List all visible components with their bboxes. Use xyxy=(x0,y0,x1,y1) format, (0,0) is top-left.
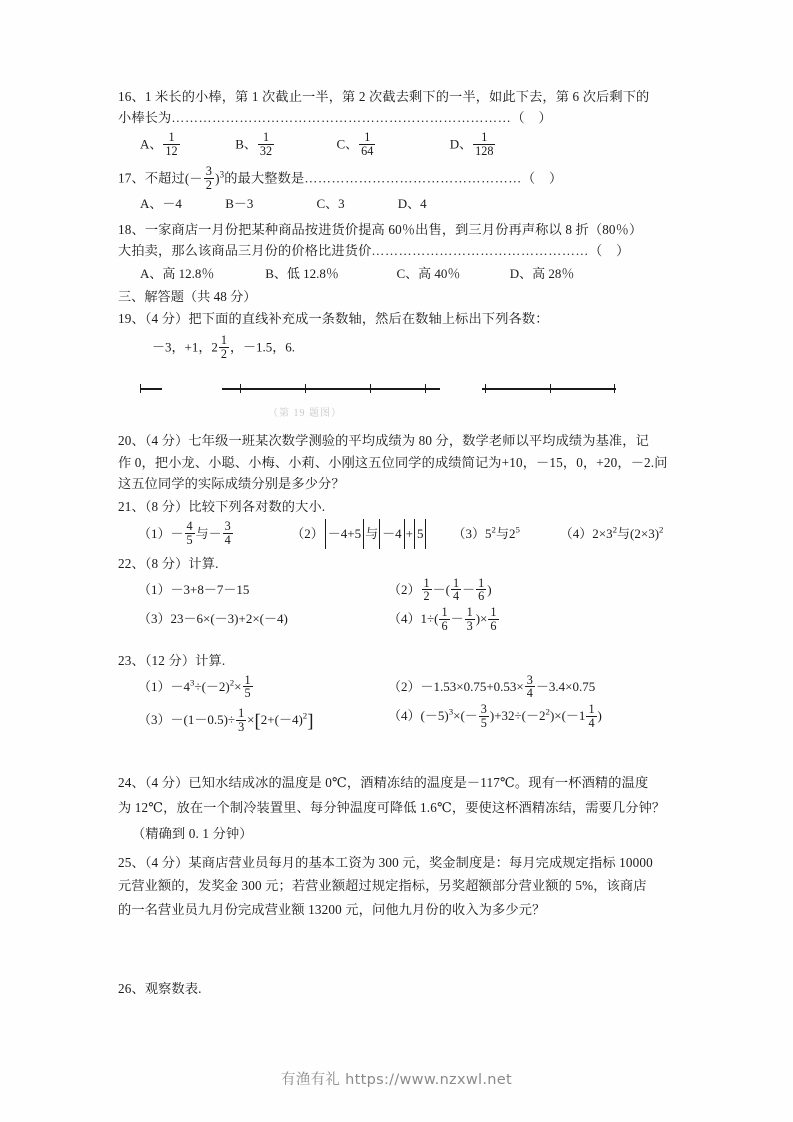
q23-part-1 xyxy=(138,672,388,701)
q22-part-1: （1）－3+8－7－15 xyxy=(138,582,250,598)
q21-p4-compare: 与 xyxy=(617,525,631,541)
q22-p2-close: ) xyxy=(487,582,492,598)
q20-line2: 作 0，把小龙、小聪、小梅、小莉、小刚这五位同学的成绩简记为+10，－15，0，+20，－2.问 xyxy=(118,454,668,470)
numerator: 3 xyxy=(224,519,231,534)
q23-p1-lead: －4 xyxy=(170,678,191,694)
q18-option-c[interactable]: C、高 40％ xyxy=(396,265,461,281)
q20-line1: 20、（4 分）七年级一班某次数学测验的平均成绩为 80 分，数学老师以平均成绩为基准，记 xyxy=(118,433,649,449)
q22-p4-lead: 1÷( xyxy=(420,611,439,627)
q17-exponent: 3 xyxy=(219,169,225,180)
q21-part-2-label: （2） xyxy=(291,525,324,541)
q21-part-4-label: （4） xyxy=(559,525,593,541)
q23-part-4-label: （4） xyxy=(388,708,421,724)
q16-options xyxy=(118,131,680,158)
numerator: 1 xyxy=(452,575,460,590)
q23-row-1 xyxy=(118,672,680,701)
q24-line2: 为 12℃，放在一个制冷装置里、每分钟温度可降低 1.6℃，要使这杯酒精冻结，需要几分钟？ xyxy=(118,800,666,816)
q22-p4-fraction-b xyxy=(465,606,475,633)
question-17 xyxy=(118,165,680,192)
q21-p4-left: 2×3 xyxy=(592,525,613,541)
question-20 xyxy=(118,430,680,494)
q17-prefix: 17、不超过 xyxy=(118,170,185,186)
q21-part-3-label: （3） xyxy=(452,525,486,541)
q21-p4-right: (2×3) xyxy=(630,525,660,541)
q21-part-4 xyxy=(560,519,664,549)
question-16 xyxy=(118,86,680,129)
q23-part-3-label: （3） xyxy=(138,712,171,728)
q16-option-b[interactable] xyxy=(235,131,333,158)
q18-line1: 18、一家商店一月份把某种商品按进货价提高 60％出售，到三月份再声称以 8 折（80％） xyxy=(118,221,643,237)
denominator: 64 xyxy=(361,143,374,158)
q21-p3-base-2: 2 xyxy=(508,525,516,541)
q18-leader: ………………………………………… xyxy=(371,243,590,259)
q18-line2: 大拍卖，那么该商品三月份的价格比进货价 xyxy=(118,243,372,259)
q21-p2-compare: 与 xyxy=(365,525,379,541)
q22-part-3: （3）23－6×(－3)+2×(－4) xyxy=(138,611,288,627)
q17-option-d[interactable]: D、4 xyxy=(397,196,427,212)
denominator: 12 xyxy=(165,143,178,158)
q16-option-a-fraction xyxy=(163,131,179,158)
q16-option-c-label: C、 xyxy=(336,136,359,152)
q17-paren-close: ) xyxy=(215,170,220,186)
q21-p4-right-exp: 2 xyxy=(659,524,664,535)
question-25 xyxy=(118,851,680,922)
q21-p1-fraction-a xyxy=(185,520,195,547)
axis-tick xyxy=(370,384,371,393)
denominator: 4 xyxy=(224,533,231,548)
q16-option-c-fraction xyxy=(359,131,375,158)
q19-mixed-fraction xyxy=(219,334,229,361)
denominator: 6 xyxy=(478,589,485,604)
q17-option-c[interactable]: C、3 xyxy=(316,196,345,212)
q16-option-b-fraction xyxy=(258,131,274,158)
denominator: 4 xyxy=(452,589,460,604)
q21-p1-fraction-b xyxy=(223,520,233,547)
q22-p4-fraction-a xyxy=(439,606,449,633)
q23-p4-exp-2: 2 xyxy=(545,706,550,717)
q17-options xyxy=(118,194,680,214)
q23-stem: 23、（12 分）计算. xyxy=(118,652,226,668)
q19-numbers xyxy=(118,334,680,361)
q19-numbers-post: ，－1.5，6. xyxy=(229,339,295,355)
q16-option-b-label: B、 xyxy=(235,136,257,152)
denominator: 2 xyxy=(205,178,213,193)
q18-options xyxy=(118,264,680,284)
q21-p3-exp-2: 5 xyxy=(515,524,520,535)
numerator: 1 xyxy=(423,575,430,590)
denominator: 3 xyxy=(466,618,473,633)
q22-p4-close: )× xyxy=(475,611,488,627)
denominator: 5 xyxy=(186,533,193,548)
denominator: 32 xyxy=(259,143,273,158)
q23-p4-close: ) xyxy=(597,708,602,724)
q17-fraction xyxy=(204,165,214,192)
q23-p3-inner: 2+(－4) xyxy=(260,712,303,728)
q23-part-1-label: （1） xyxy=(138,678,171,694)
denominator: 2 xyxy=(220,346,227,361)
q23-part-3 xyxy=(138,701,388,743)
q23-p1-exp-2: 2 xyxy=(229,677,235,688)
q23-part-4 xyxy=(388,701,680,743)
q25-line2: 元营业额的，发奖金 300 元；若营业额超过规定指标，另奖超额部分营业额的 5%，该商店 xyxy=(118,878,647,894)
numerator: 3 xyxy=(480,701,487,716)
q17-answer-blank: （ ） xyxy=(521,170,563,186)
q22-p2-fraction-a xyxy=(422,577,432,604)
q17-leader: ………………………………………… xyxy=(304,170,522,186)
numerator: 1 xyxy=(588,701,595,716)
section-3-heading: 三、解答题（共 48 分） xyxy=(118,289,257,305)
q18-option-d[interactable]: D、高 28％ xyxy=(509,265,575,281)
numerator: 1 xyxy=(466,604,473,619)
denominator: 5 xyxy=(480,715,487,730)
q21-p1-compare: 与－ xyxy=(195,525,222,541)
numerator: 1 xyxy=(244,672,251,687)
q21-part-1: （1）－ $\frac{4}{5}$ 与－ $\frac{3}{4}$ xyxy=(138,519,231,548)
numerator: 1 xyxy=(478,575,485,590)
q23-p4-mid-3: )×(－1 xyxy=(549,708,586,724)
numerator: 1 xyxy=(168,129,175,144)
question-26 xyxy=(118,978,680,999)
q23-p1-fraction xyxy=(243,674,253,701)
q22-part-2 xyxy=(388,575,680,604)
q16-stem-line1: 16、1 米长的小棒，第 1 次截止一半，第 2 次截去剩下的一半，如此下去，第 6 次后剩下的 xyxy=(118,89,650,104)
q24-line1: 24、（4 分）已知水结成冰的温度是 0℃，酒精冻结的温度是－117℃。现有一杯酒精的温度 xyxy=(118,774,649,790)
denominator: 6 xyxy=(490,618,497,633)
q23-p2-fraction xyxy=(525,674,535,701)
numerator: 1 xyxy=(238,705,245,720)
q18-option-a[interactable]: A、高 12.8％ xyxy=(140,265,215,281)
axis-tick xyxy=(485,384,486,393)
q22-part-4 xyxy=(388,604,680,633)
axis-tick xyxy=(305,384,306,393)
question-21 xyxy=(118,496,680,517)
numerator: 1 xyxy=(364,129,371,144)
q16-stem-line2: 小棒长为 xyxy=(118,110,172,126)
q23-p3-fraction xyxy=(236,707,246,734)
q23-p3-bracket-close: ] xyxy=(307,711,314,733)
question-18 xyxy=(118,219,680,262)
exam-content xyxy=(118,86,680,1001)
q21-p2-plus: + xyxy=(405,525,413,541)
q16-option-d-fraction xyxy=(473,131,495,158)
q17-option-b[interactable]: B－3 xyxy=(225,196,254,212)
q21-p2-abs-3: 5 xyxy=(414,519,427,549)
q19-figure-caption: （第 19 题图） xyxy=(268,408,342,420)
q23-part-2-label: （2） xyxy=(388,678,421,694)
q21-p2-abs-1: －4+5 xyxy=(325,519,364,549)
q23-p1-exp: 3 xyxy=(190,677,195,688)
q23-p4-mid: ×(－ xyxy=(453,708,478,724)
q17-suffix: 的最大整数是 xyxy=(224,170,305,186)
q22-row-1 xyxy=(118,575,680,604)
axis-tick xyxy=(240,384,241,393)
q21-part-2 xyxy=(291,519,449,549)
q22-part-4-label: （4） xyxy=(388,611,421,627)
q22-p4-minus: － xyxy=(450,611,464,627)
q23-p4-lead: (－5) xyxy=(420,708,449,724)
q23-p2-tail: －3.4×0.75 xyxy=(535,678,596,694)
q21-p4-left-exp: 2 xyxy=(612,524,618,535)
q22-p2-fraction-b xyxy=(451,577,461,604)
q23-p3-lead: －(1－0.5)÷ xyxy=(170,712,236,728)
q20-line3: 这五位同学的实际成绩分别是多少分？ xyxy=(118,476,345,492)
numerator: 1 xyxy=(481,129,488,144)
q19-number-line-figure xyxy=(118,374,680,430)
numerator: 3 xyxy=(205,164,213,179)
q23-p4-exp: 3 xyxy=(448,706,454,717)
q19-numbers-pre: －3，+1，2 xyxy=(152,339,218,355)
q16-option-a-label: A、 xyxy=(140,136,163,152)
question-19 xyxy=(118,308,680,329)
q23-p4-fraction-b xyxy=(586,703,596,730)
denominator: 4 xyxy=(588,715,595,730)
q16-option-c[interactable] xyxy=(337,131,447,158)
number-line-axis xyxy=(140,388,616,390)
q23-p3-bracket-open: [ xyxy=(254,711,261,733)
denominator: 2 xyxy=(423,589,430,604)
q21-parts xyxy=(118,519,680,549)
q22-row-2 xyxy=(118,604,680,633)
denominator: 6 xyxy=(441,618,448,633)
q26-stem: 26、观察数表. xyxy=(118,981,202,997)
q19-stem: 19、（4 分）把下面的直线补充成一条数轴，然后在数轴上标出下列各数： xyxy=(118,311,549,327)
numerator: 1 xyxy=(490,604,497,619)
denominator: 5 xyxy=(244,686,251,701)
q21-part-1-label: （1） xyxy=(138,525,171,541)
q22-stem: 22、（8 分）计算. xyxy=(118,555,219,571)
question-23 xyxy=(118,650,680,671)
q23-p1-times: × xyxy=(234,678,242,694)
q21-p3-base-1: 5 xyxy=(485,525,492,541)
numerator: 1 xyxy=(441,604,448,619)
q18-answer-blank: （ ） xyxy=(589,243,630,259)
q23-p4-mid-2: )+32÷(－2 xyxy=(489,708,546,724)
q17-paren-open: (－ xyxy=(184,170,203,186)
denominator: 3 xyxy=(238,719,245,734)
q22-p2-fraction-c xyxy=(476,577,486,604)
axis-tick xyxy=(425,384,426,393)
q18-option-b[interactable]: B、低 12.8％ xyxy=(265,265,339,281)
q22-p4-fraction-c xyxy=(488,606,498,633)
q21-p3-compare: 与 xyxy=(495,525,509,541)
q22-part-2-label: （2） xyxy=(388,582,421,598)
q21-stem: 21、（8 分）比较下列各对数的大小. xyxy=(118,499,326,515)
axis-tick xyxy=(614,384,615,393)
q24-line3: （精确到 0. 1 分钟） xyxy=(132,826,253,842)
q23-row-2 xyxy=(118,701,680,743)
denominator: 4 xyxy=(526,686,533,701)
numerator: 3 xyxy=(526,672,533,687)
q23-p4-fraction-a xyxy=(479,703,489,730)
denominator: 128 xyxy=(475,143,494,158)
q22-p2-open: －( xyxy=(432,582,450,598)
q21-p3-exp-1: 2 xyxy=(491,524,496,535)
question-24 xyxy=(118,770,680,847)
q21-part-3 xyxy=(453,519,557,549)
q16-answer-blank: （ ） xyxy=(511,110,552,126)
q16-option-d[interactable] xyxy=(450,131,497,158)
q17-expression xyxy=(184,164,225,193)
q23-p3-times: × xyxy=(247,712,255,728)
q21-p2-abs-2: －4 xyxy=(379,519,405,549)
site-watermark: 有渔有礼 https://www.nzxwl.net xyxy=(281,1072,512,1088)
q23-p1-mid: ÷(－2) xyxy=(194,678,230,694)
axis-tick xyxy=(550,384,551,393)
question-22 xyxy=(118,553,680,574)
numerator: 1 xyxy=(262,129,270,144)
q16-leader: ………………………………………………………………… xyxy=(171,110,512,126)
q23-p3-inner-exp: 2 xyxy=(302,710,308,721)
axis-tick xyxy=(140,384,141,393)
q23-p2-lead: －1.53×0.75+0.53× xyxy=(420,678,524,694)
q17-option-a[interactable]: A、－4 xyxy=(140,196,182,212)
q16-option-d-label: D、 xyxy=(449,136,473,152)
numerator: 4 xyxy=(186,519,193,534)
numerator: 1 xyxy=(220,332,227,347)
q16-option-a[interactable] xyxy=(140,131,232,158)
q23-part-2 xyxy=(388,672,680,701)
q25-line1: 25、（4 分）某商店营业员每月的基本工资为 300 元，奖金制度是：每月完成规定指标 10000 xyxy=(118,854,653,870)
q25-line3: 的一名营业员九月份完成营业额 13200 元，问他九月份的收入为多少元？ xyxy=(118,901,546,917)
q22-p2-minus: － xyxy=(462,582,476,598)
